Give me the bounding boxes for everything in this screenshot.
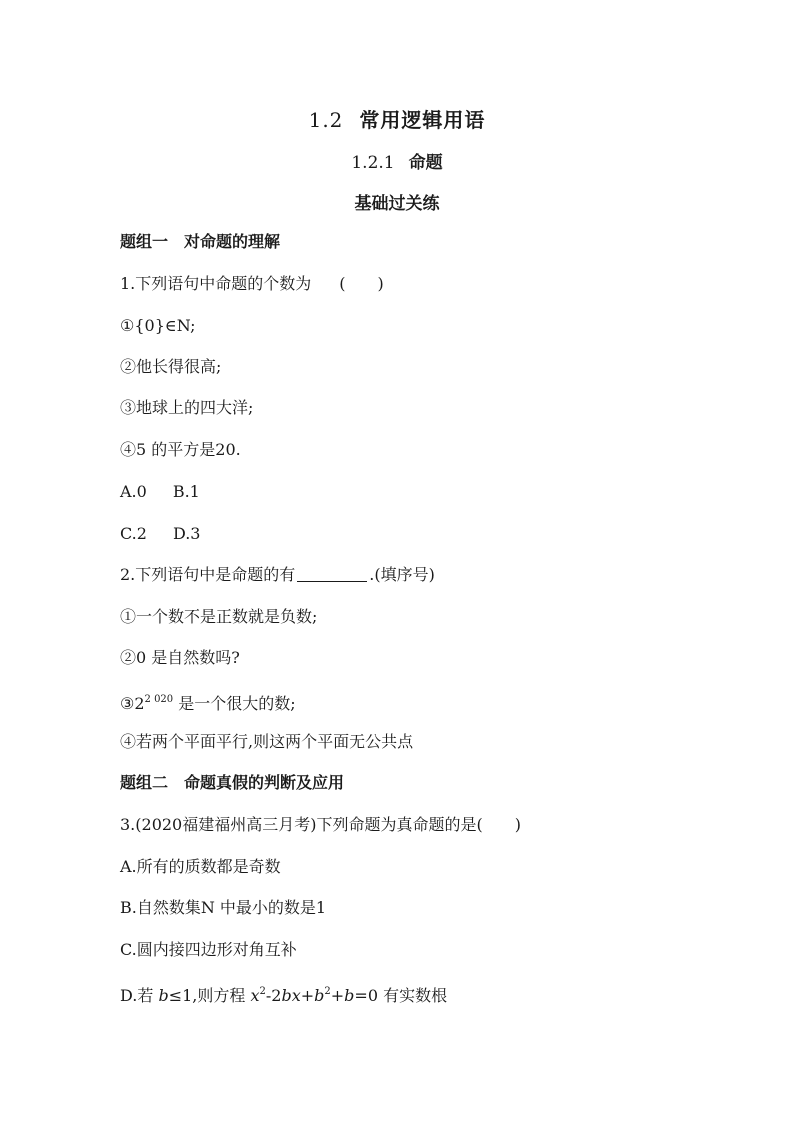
group2-heading [120,773,344,793]
group2-name: 命题真假的判断及应用 [184,773,345,792]
exercise-level-title: 基础过关练 [354,194,440,214]
question-3-option-a: A.所有的质数都是奇数 [120,857,281,876]
exp-2: 2 [324,986,331,997]
group1-label: 题组一 [120,232,169,251]
opt-d-pre: D.若 [120,986,159,1005]
group1-name: 对命题的理解 [184,232,281,251]
var-x: x [250,986,260,1005]
question-3-stem: 3.(2020福建福州高三月考)下列命题为真命题的是( ) [120,815,521,834]
option-a: A.0 [120,482,147,501]
item3-exponent: 2 020 [144,694,174,705]
answer-paren: ( ) [339,274,384,293]
question-2-item-3 [120,690,296,714]
question-1-options-ab [120,482,200,502]
exp-2: 2 [259,986,266,997]
question-2-item-2: ②0 是自然数吗? [120,648,240,667]
var-b: b [344,986,355,1005]
subsection-number: 1.2.1 [351,153,395,173]
section-title [0,104,794,133]
question-1-item-2: ②他长得很高; [120,357,222,376]
question-1-options-cd [120,524,200,544]
question-2-stem [120,565,435,585]
subsection-name: 命题 [408,153,443,173]
question-3-option-b: B.自然数集N 中最小的数是1 [120,898,327,917]
minus-2: -2 [265,986,282,1005]
question-2-text: 2.下列语句中是命题的有 [120,565,296,584]
plus: + [300,986,315,1005]
subsection-title [0,148,794,173]
opt-d-mid: ≤1,则方程 [168,986,251,1005]
answer-blank[interactable] [297,565,367,582]
section-name: 常用逻辑用语 [359,108,486,132]
group1-heading [120,232,280,252]
question-2-hint: .(填序号) [369,565,435,584]
question-1-item-4: ④5 的平方是20. [120,440,241,459]
question-3-option-c: C.圆内接四边形对角互补 [120,940,297,959]
var-b: b [158,986,169,1005]
option-b: B.1 [172,482,200,501]
question-1-item-3: ③地球上的四大洋; [120,398,254,417]
option-d: D.3 [172,524,201,543]
section-number: 1.2 [308,108,344,132]
option-c: C.2 [120,524,147,543]
opt-d-post: =0 有实数根 [354,986,448,1005]
var-bx: bx [281,986,301,1005]
question-1-item-1: ①{0}∈N; [120,316,196,335]
question-3-option-d [120,982,447,1006]
plus: + [330,986,345,1005]
var-b: b [314,986,325,1005]
question-2-item-4: ④若两个平面平行,则这两个平面无公共点 [120,732,414,751]
question-1-stem [120,274,384,294]
group2-label: 题组二 [120,773,169,792]
item3-text: 是一个很大的数; [178,694,296,713]
question-2-item-1: ①一个数不是正数就是负数; [120,607,318,626]
item3-base: ③2 [120,694,145,713]
question-1-text: 1.下列语句中命题的个数为 [120,274,312,293]
